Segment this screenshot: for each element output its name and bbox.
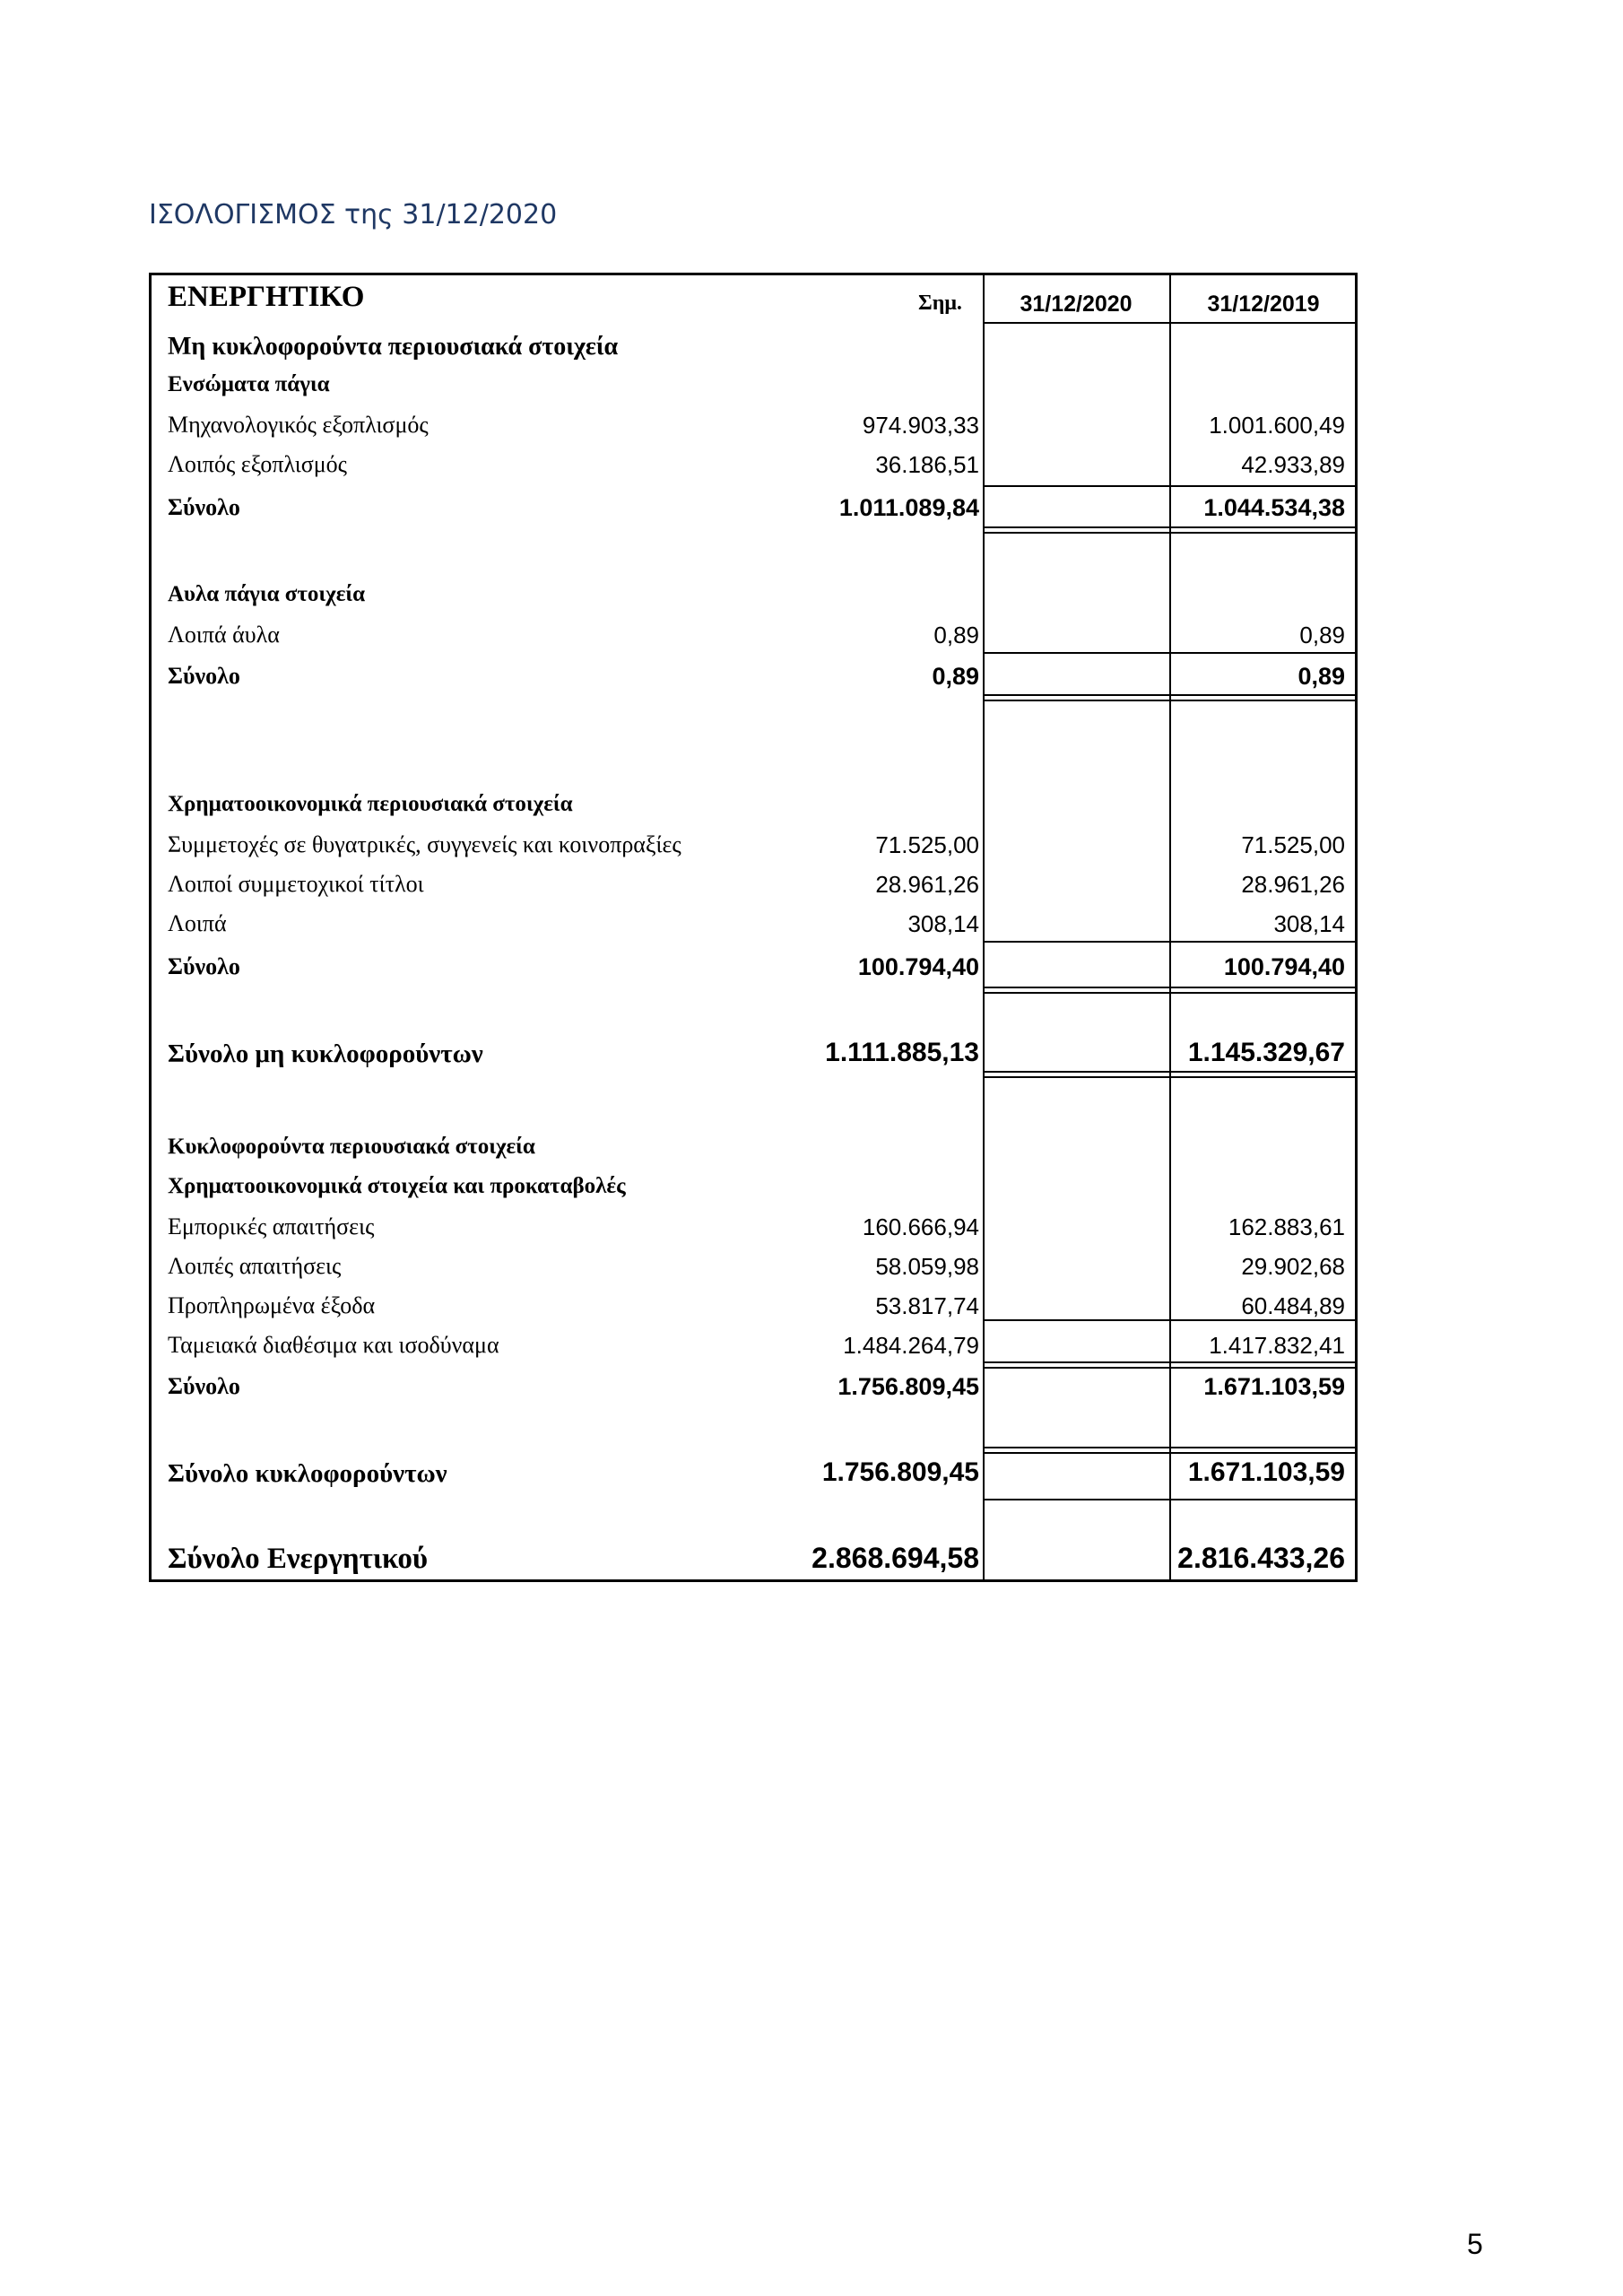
column-divider-2019 (1169, 275, 1171, 1579)
subtotal-2019: 100.794,40 (1223, 953, 1345, 980)
value-2019: 308,14 (1273, 910, 1345, 937)
total-label: Σύνολο κυκλοφορούντων (168, 1459, 447, 1488)
value-2020: 71.525,00 (875, 831, 979, 858)
column-divider-2020 (983, 275, 985, 1579)
total-2020: 1.111.885,13 (825, 1038, 979, 1067)
subtotal-label: Σύνολο (168, 1373, 240, 1399)
value-2019: 1.417.832,41 (1209, 1332, 1345, 1359)
subtotal-2020: 100.794,40 (857, 953, 979, 980)
value-2020: 28.961,26 (875, 871, 979, 898)
value-2019: 42.933,89 (1241, 451, 1345, 478)
group-heading: Μη κυκλοφορούντα περιουσιακά στοιχεία (168, 333, 619, 361)
row-label: Λοιπά (168, 910, 227, 936)
page-title: ΙΣΟΛΟΓΙΣΜΟΣ της 31/12/2020 (149, 199, 558, 230)
total-double-rule (983, 700, 1358, 701)
grand-total-2019: 2.816.433,26 (1177, 1542, 1345, 1574)
row-label: Μηχανολογικός εξοπλισμός (168, 412, 429, 438)
total-double-rule (983, 1071, 1358, 1073)
value-2020: 36.186,51 (875, 451, 979, 478)
subtotal-2019: 1.044.534,38 (1203, 494, 1345, 521)
row-label: Λοιπά άυλα (168, 622, 280, 648)
value-2020: 308,14 (907, 910, 979, 937)
row-label: Λοιπός εξοπλισμός (168, 451, 347, 477)
subtotal-label: Σύνολο (168, 953, 240, 979)
row-label: Λοιποί συμμετοχικοί τίτλοι (168, 871, 424, 897)
total-double-rule (983, 1447, 1358, 1448)
value-2020: 160.666,94 (862, 1213, 979, 1240)
page-number: 5 (1467, 2228, 1483, 2260)
row-label: Λοιπές απαιτήσεις (168, 1253, 342, 1279)
subtotal-2020: 1.756.809,45 (838, 1373, 979, 1400)
total-double-rule (983, 532, 1358, 534)
note-column-header: Σημ. (918, 291, 962, 315)
value-2020: 1.484.264,79 (843, 1332, 979, 1359)
value-2019: 60.484,89 (1241, 1292, 1345, 1319)
total-double-rule (983, 992, 1358, 994)
total-double-rule (983, 987, 1358, 988)
column-header-2020: 31/12/2020 (1020, 291, 1133, 317)
column-header-2019: 31/12/2019 (1207, 291, 1320, 317)
subtotal-rule (983, 485, 1358, 487)
total-double-rule (983, 1361, 1358, 1363)
subgroup-heading: Χρηματοοικονομικά στοιχεία και προκαταβολές (168, 1174, 626, 1198)
value-2019: 0,89 (1299, 622, 1345, 648)
total-2020: 1.756.809,45 (821, 1457, 979, 1487)
subgroup-heading: Χρηματοοικονομικά περιουσιακά στοιχεία (168, 792, 573, 816)
subtotal-rule (983, 652, 1358, 654)
value-2019: 29.902,68 (1241, 1253, 1345, 1280)
grand-total-2020: 2.868.694,58 (812, 1542, 979, 1574)
grand-total-label: Σύνολο Ενεργητικού (168, 1543, 429, 1575)
subtotal-label: Σύνολο (168, 663, 240, 689)
balance-sheet-table (149, 273, 1358, 1582)
row-label: Συμμετοχές σε θυγατρικές, συγγενείς και κοινοπραξίες (168, 831, 681, 857)
total-2019: 1.671.103,59 (1187, 1457, 1345, 1487)
subtotal-2019: 0,89 (1298, 663, 1345, 690)
row-label: Ταμειακά διαθέσιμα και ισοδύναμα (168, 1332, 499, 1358)
total-double-rule (983, 1452, 1358, 1454)
subtotal-rule (983, 941, 1358, 943)
value-2019: 28.961,26 (1241, 871, 1345, 898)
value-2020: 0,89 (933, 622, 979, 648)
value-2019: 71.525,00 (1241, 831, 1345, 858)
subtotal-2019: 1.671.103,59 (1203, 1373, 1345, 1400)
value-2019: 1.001.600,49 (1209, 412, 1345, 439)
subtotal-2020: 1.011.089,84 (838, 494, 979, 521)
total-double-rule (983, 1076, 1358, 1078)
row-label: Προπληρωμένα έξοδα (168, 1292, 376, 1318)
header-rule (983, 322, 1358, 324)
total-double-rule (983, 526, 1358, 528)
subtotal-rule (983, 1499, 1358, 1500)
section-heading: ΕΝΕΡΓΗΤΙΚΟ (168, 281, 365, 313)
total-2019: 1.145.329,67 (1187, 1038, 1345, 1067)
value-2020: 53.817,74 (875, 1292, 979, 1319)
value-2019: 162.883,61 (1228, 1213, 1345, 1240)
group-heading: Κυκλοφορούντα περιουσιακά στοιχεία (168, 1135, 535, 1159)
value-2020: 974.903,33 (862, 412, 979, 439)
subtotal-2020: 0,89 (932, 663, 979, 690)
total-label: Σύνολο μη κυκλοφορούντων (168, 1039, 483, 1068)
row-label: Εμπορικές απαιτήσεις (168, 1213, 375, 1239)
total-double-rule (983, 1367, 1358, 1369)
subgroup-heading: Αυλα πάγια στοιχεία (168, 582, 366, 606)
subtotal-label: Σύνολο (168, 494, 240, 520)
value-2020: 58.059,98 (875, 1253, 979, 1280)
total-double-rule (983, 694, 1358, 696)
subgroup-heading: Ενσώματα πάγια (168, 372, 330, 396)
